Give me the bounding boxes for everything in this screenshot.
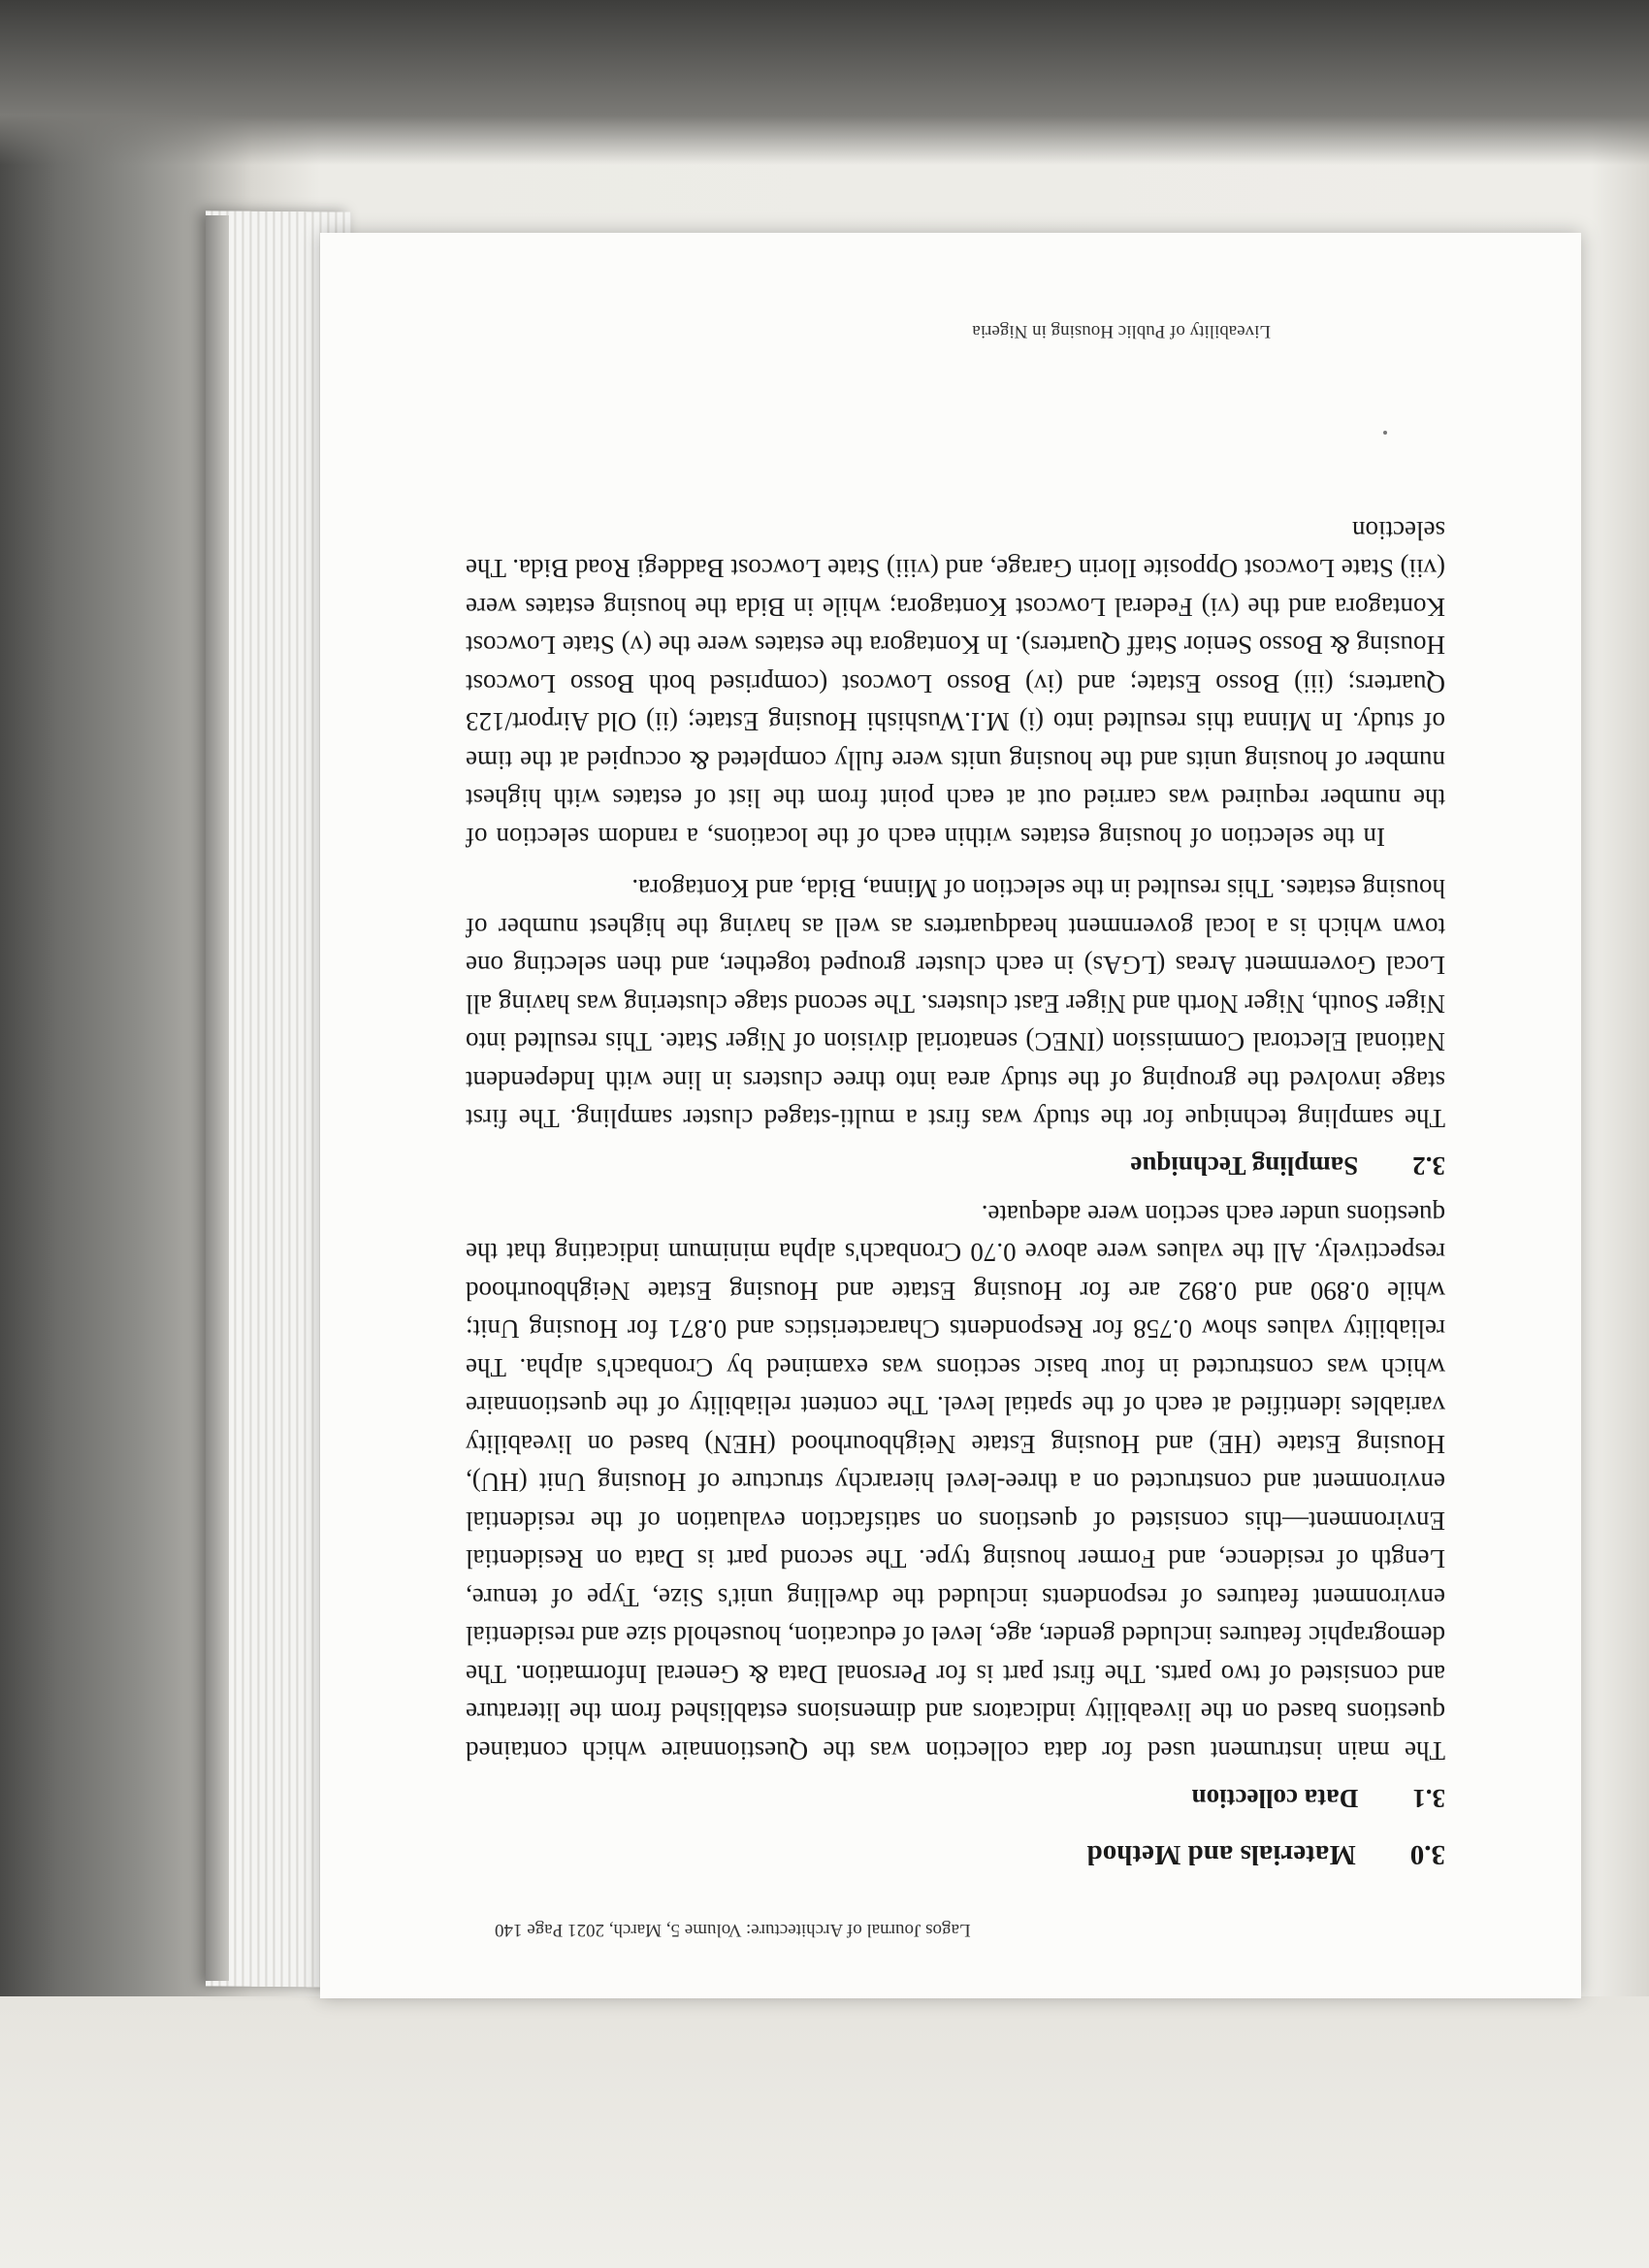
subsection-title: Sampling Technique xyxy=(1130,1151,1359,1182)
page-footer: Lagos Journal of Architecture: Volume 5, March, 2021 Page 140 xyxy=(495,1920,971,1940)
subsection-number: 3.2 xyxy=(1412,1151,1445,1182)
paragraph: The sampling technique for the study was first a multi-staged cluster sampling. The first stage involved the grouping of the study area into three clusters in line with Independent National Electoral Commission (INEC) senatorial division of Niger State. This resulted into Niger South, Niger North and Niger East clusters. The second stage clustering was having all Local Government Areas (LGAs) in each cluster grouped together, and then selecting one town which is a local government headquarters as well as having the highest number of housing estates. This resulted in the selection of Minna, Bida, and Kontagora. xyxy=(466,874,1445,1134)
paragraph: The main instrument used for data collection was the Questionnaire which contained questions based on the liveability indicators and dimensions established from the literature and consisted of two parts. The first part is for Personal Data & General Information. The demographic features included gender, age, level of education, household size and residential environment features of respondents included the dwelling unit's Size, Type of tenure, Length of residence, and Former housing type. The second part is Data on Residential Environment—this consisted of questions on satisfaction evaluation of the residential environment and constructed on a three-level hierarchy structure of Housing Unit (HU), Housing Estate (HE) and Housing Estate Neighbourhood (HEN) based on liveability variables identified at each of the spatial level. The content reliability of the questionnaire which was constructed in four basic sections was examined by Cronbach's alpha. The reliability values show 0.758 for Respondents Characteristics and 0.871 for Housing Unit; while 0.890 and 0.892 are for Housing Estate and Housing Estate Neighbourhood respectively. All the values were above 0.70 Cronbach's alpha minimum indicating that the questions under each section were adequate. xyxy=(466,1200,1445,1766)
section-title: Materials and Method xyxy=(1086,1839,1356,1870)
subsection-heading xyxy=(466,1151,1445,1182)
paragraph: In the selection of housing estates within each of the locations, a random selection of the number required was carried out at each point from the list of estates with highest number of housing units and the housing units were fully completed & occupied at the time of study. In Minna this resulted into (i) M.I.Wushishi Housing Estate; (ii) Old Airport/123 Quarters; (iii) Bosso Estate; and (iv) Bosso Lowcost (comprised both Bosso Lowcost Housing & Bosso Senior Staff Quarters). In Kontagora the estates were the (v) State Lowcost Kontagora and the (vi) Federal Lowcost Kontagora; while in Bida the housing estates were (vii) State Lowcost Opposite Ilorin Garage, and (viii) State Lowcost Baddegi Road Bida. The selection xyxy=(466,516,1445,852)
journal-page xyxy=(320,233,1581,1998)
section-heading xyxy=(466,1838,1445,1870)
subsection-title: Data collection xyxy=(1191,1784,1359,1813)
book-spine-shadow xyxy=(206,215,229,1981)
page-speck xyxy=(1383,431,1387,435)
page-content-rotated xyxy=(320,233,1581,1998)
subsection-heading xyxy=(466,1783,1445,1813)
section-number: 3.0 xyxy=(1409,1839,1445,1870)
subsection-number: 3.1 xyxy=(1412,1784,1445,1813)
running-header: Liveability of Public Housing in Nigeria xyxy=(972,321,1271,341)
article-body xyxy=(466,498,1445,1871)
